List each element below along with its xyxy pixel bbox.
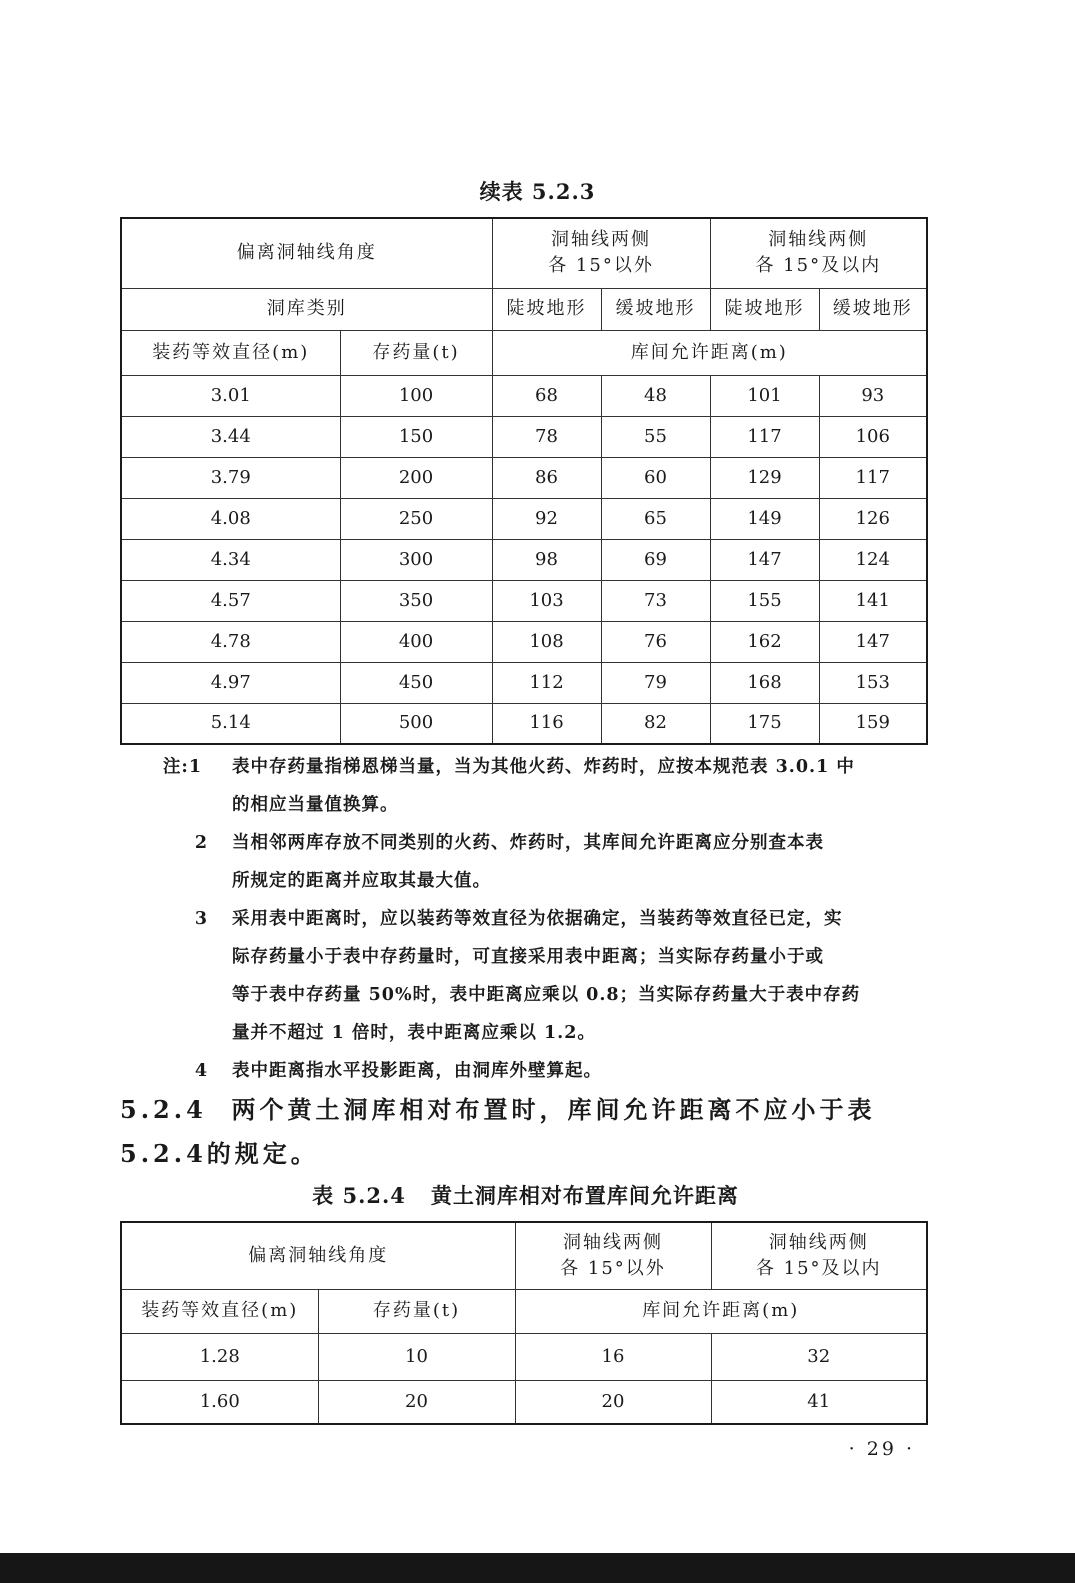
header-outside-line2: 各 15°以外 bbox=[560, 1257, 666, 1279]
header-inside-15 bbox=[710, 218, 927, 288]
cell-steep-inside: 149 bbox=[710, 498, 819, 539]
cell-steep-outside: 103 bbox=[492, 580, 601, 621]
note-4 bbox=[163, 1052, 928, 1090]
cell-diameter: 4.34 bbox=[121, 539, 340, 580]
cell-steep-inside: 147 bbox=[710, 539, 819, 580]
clause-line-1: 5.2.4 两个黄土洞库相对布置时，库间允许距离不应小于表 bbox=[120, 1095, 876, 1124]
note-line: 等于表中存药量 50%时，表中距离应乘以 0.8；当实际存药量大于表中存药 bbox=[232, 985, 861, 1005]
cell-gentle-inside: 153 bbox=[819, 662, 927, 703]
header-outside-line1: 洞轴线两侧 bbox=[551, 229, 651, 251]
cell-steep-inside: 168 bbox=[710, 662, 819, 703]
header-outside-line1: 洞轴线两侧 bbox=[563, 1231, 663, 1253]
cell-outside: 16 bbox=[515, 1333, 711, 1380]
cell-gentle-outside: 82 bbox=[601, 703, 710, 744]
header-category: 洞库类别 bbox=[121, 288, 492, 330]
note-1 bbox=[163, 748, 928, 824]
cell-diameter: 3.01 bbox=[121, 375, 340, 416]
table2-caption: 表 5.2.4 黄土洞库相对布置库间允许距离 bbox=[312, 1183, 739, 1208]
cell-diameter: 4.97 bbox=[121, 662, 340, 703]
cell-gentle-outside: 79 bbox=[601, 662, 710, 703]
clause-line-2: 5.2.4的规定。 bbox=[120, 1139, 319, 1168]
header-amount: 存药量(t) bbox=[340, 330, 492, 375]
cell-steep-outside: 68 bbox=[492, 375, 601, 416]
table-row bbox=[121, 621, 927, 662]
header-angle: 偏离洞轴线角度 bbox=[121, 1222, 515, 1289]
cell-gentle-outside: 73 bbox=[601, 580, 710, 621]
cell-amount: 350 bbox=[340, 580, 492, 621]
table-row bbox=[121, 375, 927, 416]
cell-outside: 20 bbox=[515, 1380, 711, 1424]
note-number: 3 bbox=[194, 909, 208, 929]
cell-gentle-inside: 93 bbox=[819, 375, 927, 416]
note-line: 采用表中距离时，应以装药等效直径为依据确定，当装药等效直径已定，实 bbox=[232, 909, 843, 929]
header-amount: 存药量(t) bbox=[318, 1289, 515, 1333]
scan-bottom-edge bbox=[0, 1553, 1075, 1583]
table-row bbox=[121, 662, 927, 703]
cell-steep-outside: 98 bbox=[492, 539, 601, 580]
page-number: · 29 · bbox=[848, 1438, 915, 1460]
cell-inside: 32 bbox=[711, 1333, 927, 1380]
cell-gentle-inside: 141 bbox=[819, 580, 927, 621]
header-inside-line2: 各 15°及以内 bbox=[755, 255, 882, 277]
cell-amount: 300 bbox=[340, 539, 492, 580]
table-row bbox=[121, 1333, 927, 1380]
cell-gentle-inside: 126 bbox=[819, 498, 927, 539]
header-distance: 库间允许距离(m) bbox=[515, 1289, 927, 1333]
note-line: 的相应当量值换算。 bbox=[232, 795, 399, 815]
cell-amount: 20 bbox=[318, 1380, 515, 1424]
note-line: 量并不超过 1 倍时，表中距离应乘以 1.2。 bbox=[232, 1023, 596, 1043]
table-row bbox=[121, 498, 927, 539]
cell-steep-outside: 112 bbox=[492, 662, 601, 703]
note-line: 当相邻两库存放不同类别的火药、炸药时，其库间允许距离应分别查本表 bbox=[232, 833, 824, 853]
note-3 bbox=[163, 900, 928, 1052]
cell-steep-outside: 92 bbox=[492, 498, 601, 539]
cell-steep-outside: 78 bbox=[492, 416, 601, 457]
cell-amount: 150 bbox=[340, 416, 492, 457]
header-diameter: 装药等效直径(m) bbox=[121, 330, 340, 375]
table-row bbox=[121, 539, 927, 580]
cell-gentle-inside: 106 bbox=[819, 416, 927, 457]
header-inside-15 bbox=[711, 1222, 927, 1289]
header-inside-line1: 洞轴线两侧 bbox=[768, 1231, 869, 1253]
cell-steep-inside: 129 bbox=[710, 457, 819, 498]
header-outside-15 bbox=[515, 1222, 711, 1289]
cell-amount: 250 bbox=[340, 498, 492, 539]
cell-amount: 400 bbox=[340, 621, 492, 662]
header-outside-line2: 各 15°以外 bbox=[548, 255, 654, 277]
cell-steep-inside: 117 bbox=[710, 416, 819, 457]
cell-amount: 500 bbox=[340, 703, 492, 744]
header-inside-line2: 各 15°及以内 bbox=[755, 1257, 882, 1279]
cell-diameter: 3.79 bbox=[121, 457, 340, 498]
header-gentle-inside: 缓坡地形 bbox=[819, 288, 927, 330]
note-number: 4 bbox=[194, 1061, 208, 1081]
cell-gentle-outside: 60 bbox=[601, 457, 710, 498]
note-line: 际存药量小于表中存药量时，可直接采用表中距离；当实际存药量小于或 bbox=[232, 947, 824, 967]
header-diameter: 装药等效直径(m) bbox=[121, 1289, 318, 1333]
cell-amount: 200 bbox=[340, 457, 492, 498]
cell-gentle-inside: 124 bbox=[819, 539, 927, 580]
cell-steep-outside: 116 bbox=[492, 703, 601, 744]
cell-gentle-outside: 48 bbox=[601, 375, 710, 416]
header-gentle-outside: 缓坡地形 bbox=[601, 288, 710, 330]
table2 bbox=[120, 1221, 928, 1425]
cell-amount: 100 bbox=[340, 375, 492, 416]
cell-diameter: 3.44 bbox=[121, 416, 340, 457]
note-line: 表中距离指水平投影距离，由洞库外壁算起。 bbox=[232, 1061, 602, 1081]
cell-steep-inside: 101 bbox=[710, 375, 819, 416]
cell-gentle-inside: 159 bbox=[819, 703, 927, 744]
cell-steep-inside: 175 bbox=[710, 703, 819, 744]
table-row bbox=[121, 1380, 927, 1424]
cell-inside: 41 bbox=[711, 1380, 927, 1424]
header-distance: 库间允许距离(m) bbox=[492, 330, 927, 375]
cell-amount: 450 bbox=[340, 662, 492, 703]
cell-gentle-outside: 55 bbox=[601, 416, 710, 457]
note-number: 2 bbox=[194, 833, 208, 853]
cell-gentle-outside: 76 bbox=[601, 621, 710, 662]
cell-gentle-outside: 69 bbox=[601, 539, 710, 580]
cell-steep-outside: 86 bbox=[492, 457, 601, 498]
cell-amount: 10 bbox=[318, 1333, 515, 1380]
clause-5-2-4 bbox=[120, 1088, 928, 1176]
table-row bbox=[121, 580, 927, 621]
header-steep-outside: 陡坡地形 bbox=[492, 288, 601, 330]
cell-gentle-inside: 147 bbox=[819, 621, 927, 662]
cell-diameter: 4.08 bbox=[121, 498, 340, 539]
cell-diameter: 1.60 bbox=[121, 1380, 318, 1424]
note-2 bbox=[163, 824, 928, 900]
cell-steep-inside: 162 bbox=[710, 621, 819, 662]
cell-steep-outside: 108 bbox=[492, 621, 601, 662]
cell-diameter: 4.57 bbox=[121, 580, 340, 621]
table-notes bbox=[163, 748, 928, 1090]
table-row bbox=[121, 416, 927, 457]
note-line: 表中存药量指梯恩梯当量，当为其他火药、炸药时，应按本规范表 3.0.1 中 bbox=[232, 757, 855, 777]
header-steep-inside: 陡坡地形 bbox=[710, 288, 819, 330]
note-line: 所规定的距离并应取其最大值。 bbox=[232, 871, 491, 891]
table-row bbox=[121, 703, 927, 744]
note-number: 注:1 bbox=[162, 757, 202, 777]
header-inside-line1: 洞轴线两侧 bbox=[768, 229, 869, 251]
cell-steep-inside: 155 bbox=[710, 580, 819, 621]
cell-gentle-inside: 117 bbox=[819, 457, 927, 498]
table1 bbox=[120, 217, 928, 745]
cell-gentle-outside: 65 bbox=[601, 498, 710, 539]
cell-diameter: 4.78 bbox=[121, 621, 340, 662]
cell-diameter: 5.14 bbox=[121, 703, 340, 744]
header-outside-15 bbox=[492, 218, 710, 288]
table1-caption: 续表 5.2.3 bbox=[479, 179, 596, 204]
cell-diameter: 1.28 bbox=[121, 1333, 318, 1380]
table-row bbox=[121, 457, 927, 498]
header-angle: 偏离洞轴线角度 bbox=[121, 218, 492, 288]
